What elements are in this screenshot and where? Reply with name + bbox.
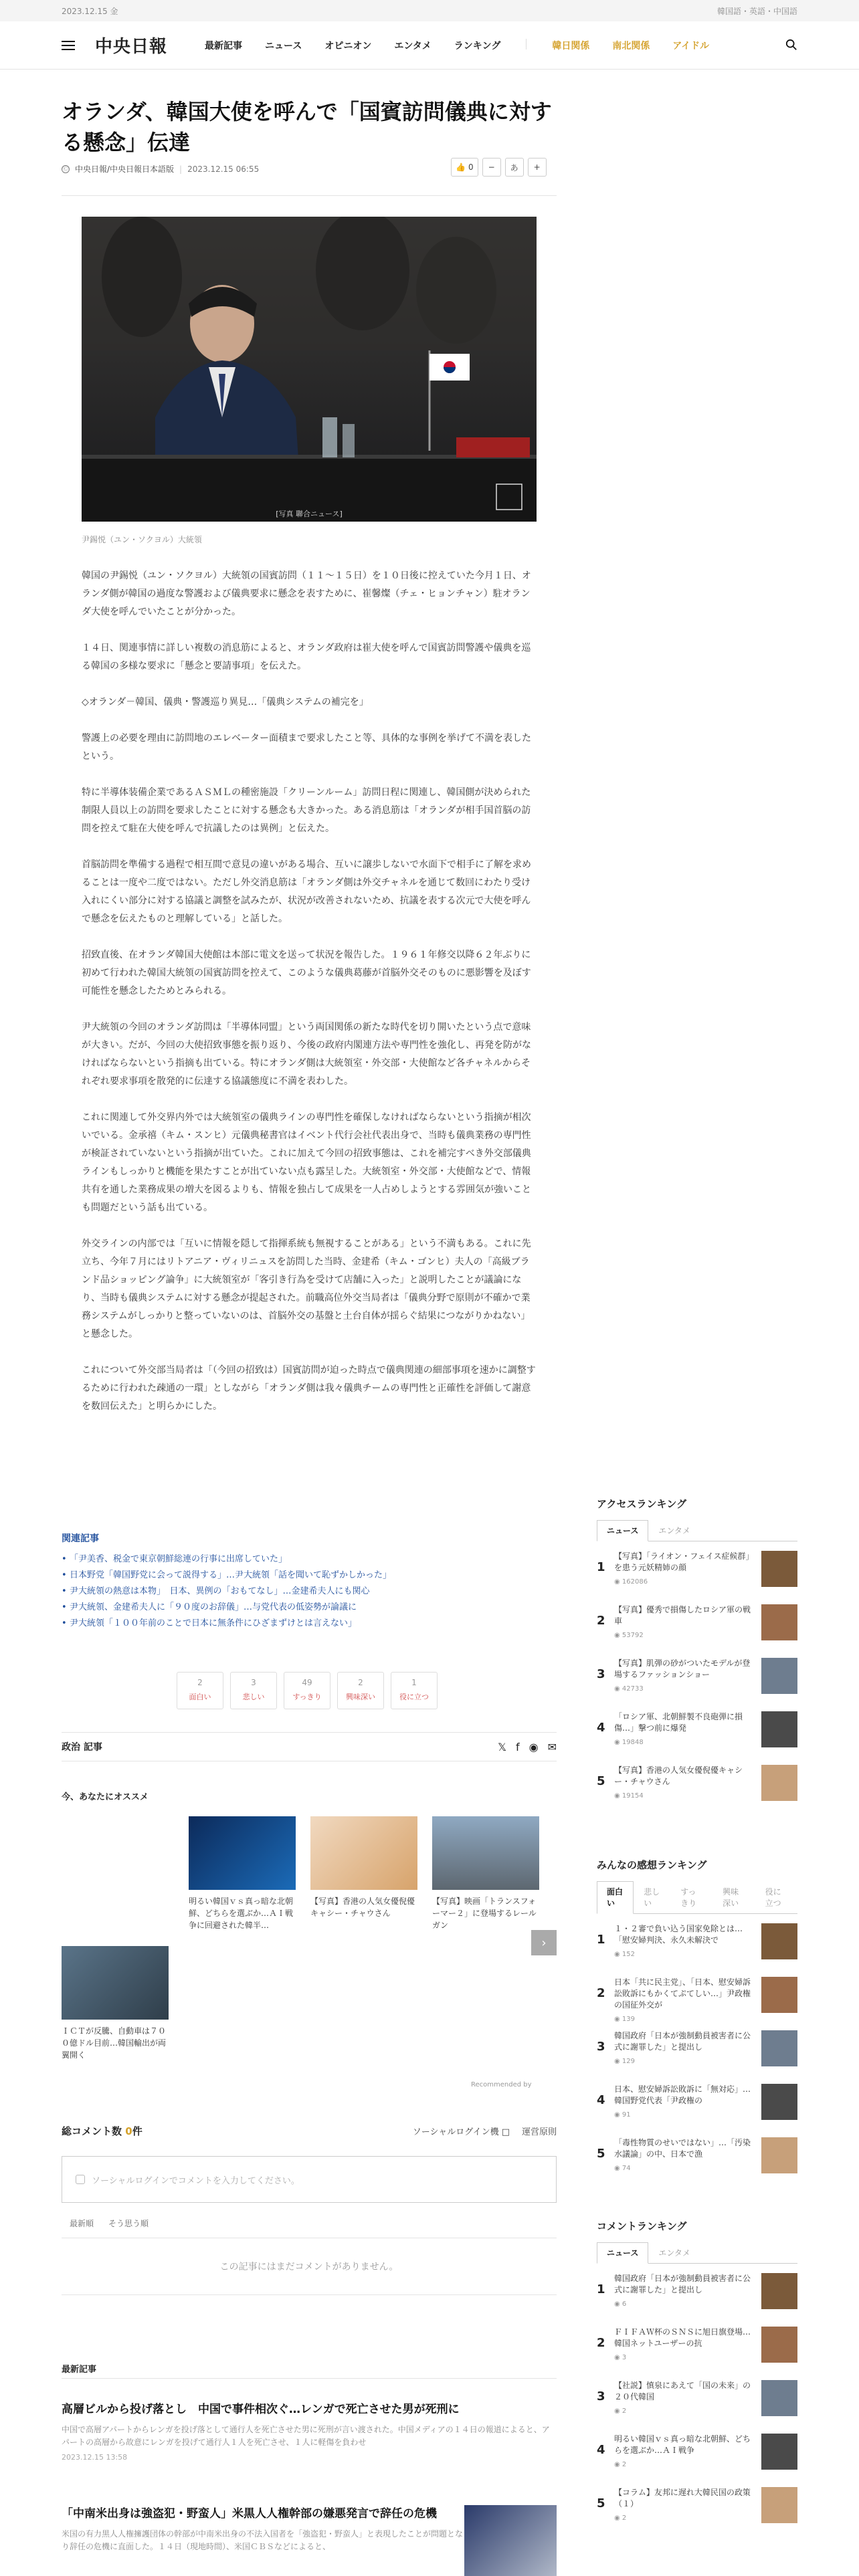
article-photo[interactable] — [82, 217, 537, 522]
category-link[interactable]: 政治 記事 — [62, 1742, 102, 1753]
rank-title: 韓国政府「日本が強制動員被害者に公式に謝罪した」と提出し — [614, 2274, 751, 2294]
reaction-count: 49 — [302, 1678, 312, 1687]
rank-title: 【社説】慎泉にあえて「国の未来」の２０代韓国 — [614, 2381, 751, 2401]
recommend-item[interactable] — [310, 1816, 417, 1919]
top-bar — [0, 0, 859, 21]
nav-item-idol[interactable]: アイドル — [672, 40, 710, 51]
photo-illustration — [82, 217, 537, 522]
reaction-button[interactable] — [230, 1672, 277, 1709]
rank-views: ◉ 42733 — [614, 1685, 644, 1693]
rank-views: ◉ 53792 — [614, 1632, 644, 1639]
social-login-link[interactable]: ソーシャルログイン機 □ — [412, 2127, 510, 2137]
policy-link[interactable]: 運営原則 — [521, 2127, 557, 2137]
related-heading: 関連記事 — [62, 1533, 99, 1544]
recommend-title: 明るい韓国ｖｓ真っ暗な北朝鮮、どちらを選ぶか…ＡＩ戦争に回避された韓半… — [189, 1897, 294, 1930]
recommend-item[interactable] — [62, 1946, 169, 2061]
photo-caption: 尹錫悦（ユン・ソクヨル）大統領 — [82, 535, 202, 544]
carousel-next-button[interactable]: › — [531, 1930, 557, 1955]
rank-title: 【写真】香港の人気女優倪優キャシー・チャウさん — [614, 1765, 743, 1786]
like-count: 0 — [468, 163, 474, 172]
paragraph: １４日、関連事情に詳しい複数の消息筋によると、オランダ政府は崔大使を呼んで国賓訪問警護や儀典を巡る韓国の多様な要求に「懸念と要請事項」を伝えた。 — [82, 643, 531, 671]
rank-views: ◉ 2 — [614, 2514, 627, 2522]
rank-views: ◉ 129 — [614, 2058, 635, 2065]
rank-thumb — [761, 2380, 797, 2416]
rank-number: 4 — [597, 1721, 605, 1735]
ranking-heading[interactable]: コメントランキング — [597, 2220, 687, 2232]
paragraph: これに関連して外交界内外では大統領室の儀典ラインの専門性を確保しなければならないという指摘が相次いでいる。金承禧（キム・スンヒ）元儀典秘書官はイベント代行会社代表出身で、当時も儀典業務の専門性が検証されていないという指摘が出ていた。これに加えて今回の招致事態は、これを補完すべき外交部儀典ラインもしっかりと機能を果たすことが出ていない点も露呈した。大統領室・外交部・大使館などで、情報共有を通した業務成果の増大を図るよりも、情報を独占して成果を一人占めしようとする雰囲気が強いことも問題だという話も出ている。 — [82, 1112, 531, 1213]
comment-input[interactable] — [62, 2156, 557, 2203]
rank-thumb — [761, 1977, 797, 2013]
main-nav — [0, 21, 859, 70]
latest-meta: 2023.12.15 13:58 — [62, 2453, 128, 2462]
ranking-heading[interactable]: アクセスランキング — [597, 1498, 687, 1510]
recommend-title: 【写真】映画「トランスフォーマー２」に登場するレールガン — [432, 1897, 537, 1930]
reaction-count: 3 — [251, 1678, 256, 1687]
source-icon: Ⓒ — [63, 165, 68, 172]
comment-count: 0 — [125, 2125, 132, 2137]
article-tools — [451, 158, 547, 177]
ranking-item[interactable] — [597, 1658, 797, 1699]
rank-title: ＦＩＦＡＷ杯のＳＮＳに旭日旗登場…韓国ネットユーザーの抗 — [614, 2327, 751, 2348]
related-articles — [62, 1531, 557, 1632]
reaction-button[interactable] — [391, 1672, 438, 1709]
rank-thumb — [761, 1765, 797, 1801]
rank-title: 【コラム】友邦に遅れ大韓民国の政策（１） — [614, 2488, 751, 2508]
comment-icon — [76, 2175, 85, 2184]
rank-number: 1 — [597, 1560, 605, 1574]
latest-item[interactable] — [62, 2401, 557, 2462]
rank-views: ◉ 19848 — [614, 1739, 644, 1746]
related-link[interactable]: • 尹大統領、金建希夫人に「９０度のお辞儀」…与党代表の低姿勢が論議に — [62, 1600, 557, 1616]
rank-thumb — [761, 2084, 797, 2120]
paragraph: これについて外交部当局者は「（今回の招致は）国賓訪問が迫った時点で儀典関連の細部事項を速かに調整するために行われた疎通の一環」としながら「オランダ側は我々儀典チームの専門性と正確性を評価して謝意を数回伝えた」と明らかにした。 — [82, 1365, 536, 1412]
ranking-heading[interactable]: みんなの感想ランキング — [597, 1859, 707, 1871]
rank-number: 3 — [597, 1667, 605, 1681]
nav-item-opinion[interactable]: オピニオン — [324, 40, 372, 51]
latest-title[interactable]: 「中南米出身は強盗犯・野蛮人」米黒人人権幹部の嫌悪発言で辞任の危機 — [62, 2507, 437, 2520]
latest-title[interactable]: 高層ビルから投げ落とし 中国で事件相次ぐ…レンガで死亡させた男が死刑に — [62, 2403, 460, 2416]
paragraph: 特に半導体装備企業であるＡＳＭＬの種密施設「クリーンルーム」訪問日程に関連し、韓国側が決められた制限人員以上の訪問を要求したことに対する懸念も大きかった。ある消息筋は「オランダが相手国首脳の訪問を控えて駐在大使を呼んで抗議したのは異例」と伝えた。 — [82, 787, 531, 834]
rank-views: ◉ 3 — [614, 2354, 627, 2361]
reaction-label: 悲しい — [242, 1693, 265, 1701]
rank-thumb — [761, 2273, 797, 2309]
rank-title: 「毒性物質のせいではない」…「汚染水議論」の中、日本で漁 — [614, 2138, 751, 2159]
recommend-item[interactable] — [189, 1816, 296, 1931]
ranking-tabs — [597, 2242, 797, 2264]
language-links[interactable]: 韓国語・英語・中国語 — [717, 6, 797, 16]
font-increase-button[interactable]: + — [528, 158, 547, 177]
ranking-tab[interactable]: エンタメ — [658, 2248, 690, 2258]
rank-number: 1 — [597, 1933, 605, 1947]
rank-title: 韓国政府「日本が強制動員被害者に公式に謝罪した」と提出し — [614, 2031, 751, 2052]
ranking-item[interactable] — [597, 1604, 797, 1646]
rank-number: 4 — [597, 2093, 605, 2107]
article-title: オランダ、韓国大使を呼んで「国賓訪問儀典に対する懸念」伝達 — [62, 99, 552, 155]
rank-views: ◉ 2 — [614, 2407, 627, 2415]
paragraph: 韓国の尹錫悦（ユン・ソクヨル）大統領の国賓訪問（１１～１５日）を１０日後に控えていた今月１日、オランダ側が韓国の過度な警護および儀典要求に懸念を表すために、崔馨燦（チェ・ヒョンチャン）駐オランダ大使を呼んでいたことが分かった。 — [82, 570, 531, 617]
ranking-item[interactable] — [597, 2487, 797, 2529]
ranking-item[interactable] — [597, 2380, 797, 2422]
reaction-button[interactable] — [337, 1672, 384, 1709]
latest-thumb — [464, 2505, 557, 2576]
reaction-count: 2 — [358, 1678, 363, 1687]
reaction-label: すっきり — [292, 1693, 322, 1701]
rank-title: 【写真】「ライオン・フェイス症候群」を患う元妖精姉の顔 — [614, 1551, 754, 1572]
tab-newest[interactable]: 最新順 — [70, 2219, 94, 2228]
thumb-icon: 👍 — [456, 163, 466, 172]
rank-number: 5 — [597, 2496, 605, 2510]
rank-number: 2 — [597, 2336, 605, 2350]
paragraph: 外交ラインの内部では「互いに情報を隠して指揮系統も無視することがある」という不満もある。これに先立ち、今年７月にはリトアニア・ヴィリニュスを訪問した当時、金建希（キム・ゴンヒ）夫人の「高級ブランド品ショッピング論争」に大統領室が「客引き行為を受けて店舗に入った」と説明したことが議論になり、当時も儀典システムに対する懸念が提起された。前職高位外交当局者は「儀典分野で原則が不確かで業務システムがしっかりと整っていないのは、首脳外交の基盤と土台自体が揺らぐ結果につながりかねない」と懸念した。 — [82, 1239, 531, 1339]
ranking-item[interactable] — [597, 1551, 797, 1592]
ranking-item[interactable] — [597, 2030, 797, 2072]
ranking-tab[interactable]: ニュース — [597, 1520, 648, 1541]
comment-ranking — [597, 2219, 797, 2541]
recommend-credit: Recommended by — [471, 2081, 532, 2088]
access-ranking — [597, 1497, 797, 1818]
rank-views: ◉ 162086 — [614, 1578, 648, 1586]
feeling-ranking — [597, 1858, 797, 2191]
nav-item-ranking[interactable]: ランキング — [454, 40, 501, 51]
rank-number: 5 — [597, 1774, 605, 1788]
byline: Ⓒ 中央日報/中央日報日本語版 | 2023.12.15 06:55 — [63, 164, 260, 174]
recommend-thumb — [189, 1816, 296, 1890]
article-body — [82, 567, 537, 1434]
related-link[interactable]: • 尹大統領「１００年前のことで日本に無条件にひざまずけとは言えない」 — [62, 1616, 557, 1632]
rank-number: 2 — [597, 1614, 605, 1628]
ranking-item[interactable] — [597, 1977, 797, 2023]
font-decrease-button[interactable]: − — [482, 158, 501, 177]
photo-credit: [写真 聯合ニュース] — [276, 510, 343, 518]
ranking-tab[interactable]: ニュース — [597, 2242, 648, 2264]
rank-title: 【写真】優秀で損傷したロシア軍の戦車 — [614, 1605, 751, 1626]
recommend-title: ＩＣＴが反騰、自動車は７００億ドル目前…韓国輸出が両翼開く — [62, 2026, 167, 2060]
ranking-tab[interactable]: 悲しい — [644, 1887, 660, 1908]
ranking-item[interactable] — [597, 2434, 797, 2475]
rank-views: ◉ 74 — [614, 2165, 631, 2172]
hamburger-menu-icon[interactable] — [62, 41, 75, 50]
mail-share-icon[interactable]: ✉ — [547, 1740, 557, 1753]
rank-views: ◉ 6 — [614, 2300, 627, 2308]
font-size-label: あ — [505, 158, 524, 177]
nav-item-news[interactable]: ニュース — [265, 40, 302, 51]
ranking-item[interactable] — [597, 1711, 797, 1753]
rank-thumb — [761, 2434, 797, 2470]
divider — [62, 195, 557, 196]
nav-item-korea-japan[interactable]: 韓日関係 — [552, 40, 590, 51]
rank-title: 「ロシア軍、北朝鮮製不良砲弾に損傷…」撃つ前に爆発 — [614, 1712, 743, 1733]
rank-title: 明るい韓国ｖｓ真っ暗な北朝鮮、どちらを選ぶか…ＡＩ戦争 — [614, 2434, 751, 2455]
rank-thumb — [761, 1658, 797, 1694]
ranking-item[interactable] — [597, 2137, 797, 2179]
ranking-tab[interactable]: 役に立つ — [765, 1887, 781, 1908]
rank-thumb — [761, 1604, 797, 1640]
reaction-button[interactable] — [284, 1672, 330, 1709]
ranking-item[interactable] — [597, 2273, 797, 2315]
like-button[interactable] — [451, 158, 478, 177]
paragraph: 尹大統領の今回のオランダ訪問は「半導体同盟」という両国関係の新たな時代を切り開いたという点で意味が大きい。だが、今回の大使招致事態を振り返り、今後の政府内閣連方法や専門性を強化し、再発を防がなければならないという指摘も出ている。特にオランダ側は大統領室・外交部・大使館など各チャネルからそれぞれ要求事項を散発的に伝達する協議態度に不満を表わした。 — [82, 1022, 531, 1087]
comment-placeholder: ソーシャルログインでコメントを入力してください。 — [92, 2175, 300, 2186]
rank-views: ◉ 2 — [614, 2461, 627, 2468]
comment-sort-tabs — [70, 2218, 149, 2229]
rank-number: 4 — [597, 2443, 605, 2457]
rank-views: ◉ 19154 — [614, 1792, 644, 1800]
related-link[interactable]: • 尹大統領の熱意は本物」 日本、異例の「おもてなし」…金建希夫人にも関心 — [62, 1584, 557, 1600]
ranking-tabs — [597, 1520, 797, 1541]
nav-divider — [526, 39, 527, 49]
rank-title: 【写真】肌弾の砂がついたモデルが登場するファッションショー — [614, 1658, 751, 1679]
rank-thumb — [761, 2030, 797, 2066]
latest-summary: 米国の有力黒人人権擁護団体の幹部が中南米出身の不法入国者を「強盗犯・野蛮人」と表現したことが問題となり辞任の危機に直面した。１４日（現地時間）、米国ＣＢＳなどによると、 — [62, 2529, 464, 2551]
recommend-title: 【写真】香港の人気女優倪優キャシー・チャウさん — [310, 1897, 415, 1918]
divider — [62, 2378, 557, 2379]
date-label: 2023.12.15 金 — [62, 6, 118, 16]
rank-views: ◉ 139 — [614, 2016, 635, 2023]
nav-menu — [205, 39, 709, 52]
share-icons — [498, 1741, 557, 1753]
nav-item-north-south[interactable]: 南北関係 — [612, 40, 650, 51]
rank-views: ◉ 152 — [614, 1951, 635, 1958]
site-logo[interactable]: 中央日報 — [95, 37, 168, 57]
related-list — [62, 1551, 557, 1632]
rank-thumb — [761, 1551, 797, 1587]
paragraph: ◇オランダ－韓国、儀典・警護巡り異見…「儀典システムの補完を」 — [82, 697, 369, 708]
reaction-label: 役に立つ — [399, 1693, 429, 1701]
paragraph: 首脳訪問を準備する過程で相互間で意見の違いがある場合、互いに譲歩しないで水面下で相手に了解を求めることは一度や二度ではない。ただし外交消息筋は「オランダ側は外交チャネルを通じて数回にわたり受け入れにくい部分に対する協議と調整を試みたが、状況が改善されないため、抗議を表する次元で大使を呼んで懸念を伝えたものと理解している」と話した。 — [82, 859, 531, 924]
reaction-count: 1 — [411, 1678, 417, 1687]
ranking-tab[interactable]: すっきり — [680, 1887, 697, 1908]
ranking-tab[interactable]: 面白い — [597, 1881, 634, 1914]
related-link[interactable]: • 日本野党「韓国野党に会って説得する」…尹大統領「話を聞いて恥ずかしかった」 — [62, 1568, 557, 1584]
latest-item[interactable] — [62, 2505, 463, 2553]
facebook-share-icon[interactable]: f — [515, 1740, 520, 1753]
recommend-item[interactable] — [432, 1816, 539, 1931]
reaction-buttons — [177, 1672, 438, 1709]
rank-thumb — [761, 1923, 797, 1959]
rank-thumb — [761, 1711, 797, 1747]
related-link[interactable]: • 「尹美香、税金で東京朝鮮総連の行事に出席していた」 — [62, 1551, 557, 1568]
nav-item-latest[interactable]: 最新記事 — [205, 40, 243, 51]
timestamp: 2023.12.15 06:55 — [187, 164, 260, 174]
search-icon[interactable] — [785, 39, 797, 51]
line-share-icon[interactable]: ◉ — [529, 1740, 539, 1753]
x-share-icon[interactable]: 𝕏 — [498, 1740, 506, 1753]
reaction-count: 2 — [197, 1678, 203, 1687]
share-bar — [62, 1732, 557, 1761]
rank-thumb — [761, 2487, 797, 2523]
rank-title: 日本、慰安婦訴訟敗訴に「無対応」…韓国野党代表「尹政権の — [614, 2084, 751, 2105]
reaction-label: 興味深い — [346, 1693, 375, 1701]
ranking-item[interactable] — [597, 1923, 797, 1965]
reaction-button[interactable] — [177, 1672, 223, 1709]
source-label: 中央日報/中央日報日本語版 — [75, 165, 175, 174]
ranking-tab[interactable]: エンタメ — [658, 1526, 690, 1535]
rank-number: 3 — [597, 2389, 605, 2403]
tab-agree[interactable]: そう思う順 — [108, 2219, 149, 2228]
comment-count-label: 総コメント数 0件 — [62, 2125, 142, 2137]
comment-empty: この記事にはまだコメントがありません。 — [62, 2238, 557, 2295]
latest-summary: 中国で高層アパートからレンガを投げ落として通行人を死亡させた男に死刑が言い渡された。中国メディアの１４日の報道によると、アパートの高層から故意にレンガを投げて通行人１人を死亡させ、１人に軽傷を負わせ — [62, 2425, 550, 2447]
paragraph: 警護上の必要を理由に訪問地のエレベーター面積まで要求したこと等、具体的な事例を挙げて不満を表したという。 — [82, 733, 531, 762]
ranking-tab[interactable]: 興味深い — [723, 1887, 739, 1908]
ranking-item[interactable] — [597, 2084, 797, 2125]
rank-number: 1 — [597, 2282, 605, 2296]
recommend-thumb — [432, 1816, 539, 1890]
recommend-thumb — [310, 1816, 417, 1890]
rank-number: 2 — [597, 1986, 605, 2000]
rank-thumb — [761, 2327, 797, 2363]
rank-title: 日本「共に民主党」、「日本、慰安婦訴訟敗訴にもかくてぷてしい…」尹政権の国征外交が — [614, 1977, 751, 2010]
rank-number: 3 — [597, 2040, 605, 2054]
nav-item-entame[interactable]: エンタメ — [394, 40, 432, 51]
rank-views: ◉ 91 — [614, 2111, 631, 2119]
ranking-item[interactable] — [597, 1765, 797, 1806]
recommend-thumb — [62, 1946, 169, 2020]
comment-header — [62, 2124, 557, 2138]
ranking-item[interactable] — [597, 2327, 797, 2368]
paragraph: 招致直後、在オランダ韓国大使館は本部に電文を送って状況を報告した。１９６１年修交以降６２年ぶりに初めて行われた韓国大統領の国賓訪問を控えて、このような儀典葛藤が首脳外交そのものに悪影響を及ぼす可能性を懸念したためとみられる。 — [82, 950, 531, 996]
rank-title: １・２審で負い込う国家免除とは…「慰安婦判決、永久未解決で — [614, 1924, 743, 1945]
latest-heading: 最新記事 — [62, 2365, 97, 2375]
recommend-heading: 今、あなたにオススメ — [62, 1792, 149, 1802]
rank-thumb — [761, 2137, 797, 2173]
reaction-label: 面白い — [189, 1693, 211, 1701]
ranking-tabs — [597, 1881, 797, 1914]
rank-number: 5 — [597, 2147, 605, 2161]
